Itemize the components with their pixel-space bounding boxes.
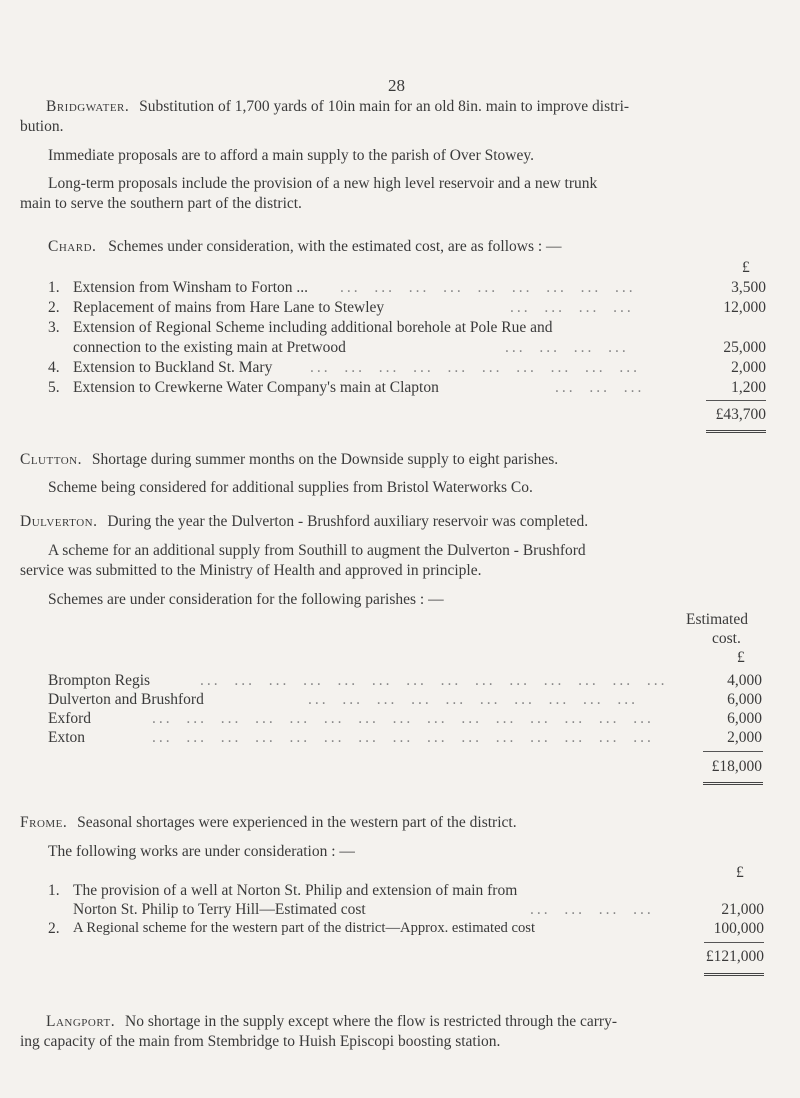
langport-heading: Langport.	[46, 1013, 116, 1030]
frome-item-2-amount: 100,000	[713, 920, 764, 937]
chard-item-1-num: 1.	[48, 279, 60, 296]
leader-dots: ... ... ... ... ... ... ... ... ... ... ... ... ... ...	[200, 672, 668, 689]
dulverton-text-3: Schemes are under consideration for the following parishes : —	[48, 591, 444, 608]
dulverton-item-2-text: Dulverton and Brushford	[48, 691, 204, 708]
dulverton-heading: Dulverton.	[20, 513, 98, 530]
chard-item-5-text: Extension to Crewkerne Water Company's main at Clapton	[73, 379, 439, 396]
dulverton-item-3-amount: 6,000	[727, 710, 762, 727]
leader-dots: ... ... ... ...	[505, 339, 629, 356]
dulverton-total-rule	[703, 782, 763, 785]
chard-item-2-text: Replacement of mains from Hare Lane to Stewley	[73, 299, 385, 316]
dulverton-subtotal-rule	[703, 751, 763, 752]
chard-total: £43,700	[715, 406, 766, 423]
chard-item-4-text: Extension to Buckland St. Mary	[73, 359, 273, 376]
frome-item-1-text-a: The provision of a well at Norton St. Philip and extension of main from	[73, 882, 518, 899]
bridgwater-line-1	[46, 98, 629, 116]
clutton-heading: Clutton.	[20, 451, 83, 468]
chard-subtotal-rule	[706, 400, 766, 401]
langport-text-1: No shortage in the supply except where the flow is restricted through the carry-	[125, 1013, 617, 1030]
chard-currency: £	[742, 259, 750, 276]
frome-item-1-amount: 21,000	[721, 901, 764, 918]
dulverton-item-2-amount: 6,000	[727, 691, 762, 708]
frome-item-2-num: 2.	[48, 920, 60, 937]
bridgwater-text-2: Immediate proposals are to afford a main supply to the parish of Over Stowey.	[48, 147, 534, 164]
chard-intro: Schemes under consideration, with the estimated cost, are as follows : —	[108, 238, 562, 255]
dulverton-text-2a: A scheme for an additional supply from Southill to augment the Dulverton - Brushford	[48, 542, 586, 559]
dulverton-text-2b: service was submitted to the Ministry of Health and approved in principle.	[20, 562, 482, 579]
leader-dots: ... ... ... ... ... ... ... ... ... ...	[308, 691, 638, 708]
frome-item-1-num: 1.	[48, 882, 60, 899]
bridgwater-text-3a: Long-term proposals include the provision of a new high level reservoir and a new trunk	[48, 175, 598, 192]
chard-heading: Chard.	[48, 238, 97, 255]
leader-dots: ... ... ... ... ... ... ... ... ... ... ... ... ... ... ...	[152, 729, 654, 746]
langport-text-2: ing capacity of the main from Stembridge to Huish Episcopi boosting station.	[20, 1033, 501, 1050]
dulverton-item-4-text: Exton	[48, 729, 86, 746]
frome-item-1-text-b: Norton St. Philip to Terry Hill—Estimated cost	[73, 901, 366, 918]
bridgwater-text-1b: bution.	[20, 118, 64, 135]
frome-subtotal-rule	[704, 942, 764, 943]
chard-intro-line	[48, 238, 562, 256]
frome-line-1	[20, 814, 517, 832]
dulverton-item-4-amount: 2,000	[727, 729, 762, 746]
bridgwater-heading: Bridgwater.	[46, 98, 130, 115]
frome-total-rule	[704, 973, 764, 976]
clutton-line-1	[20, 451, 558, 469]
leader-dots: ... ... ...	[555, 379, 645, 396]
chard-item-4-amount: 2,000	[731, 359, 766, 376]
clutton-text-1: Shortage during summer months on the Downside supply to eight parishes.	[91, 451, 559, 468]
page-number: 28	[388, 76, 405, 95]
langport-line-1	[46, 1013, 617, 1031]
chard-item-5-num: 5.	[48, 379, 60, 396]
chard-item-1-amount: 3,500	[731, 279, 766, 296]
frome-total: £121,000	[705, 948, 764, 965]
leader-dots: ... ... ... ...	[530, 901, 654, 918]
chard-item-3-text-2: connection to the existing main at Pretwood	[73, 339, 346, 356]
dulverton-item-1-amount: 4,000	[727, 672, 762, 689]
dulverton-item-1-text: Brompton Regis	[48, 672, 151, 689]
chard-item-2-num: 2.	[48, 299, 60, 316]
chard-item-2-amount: 12,000	[723, 299, 766, 316]
chard-item-5-amount: 1,200	[731, 379, 766, 396]
chard-item-3-text: Extension of Regional Scheme including additional borehole at Pole Rue and	[73, 319, 553, 336]
frome-currency: £	[736, 864, 744, 881]
leader-dots: ... ... ... ... ... ... ... ... ...	[340, 279, 636, 296]
dulverton-text-1: During the year the Dulverton - Brushford auxiliary reservoir was completed.	[107, 513, 589, 530]
dulverton-cost-header: cost.	[712, 630, 741, 647]
chard-item-4-num: 4.	[48, 359, 60, 376]
leader-dots: ... ... ... ... ... ... ... ... ... ...	[310, 359, 640, 376]
frome-item-2-text: A Regional scheme for the western part of the district—Approx. estimated cost	[73, 920, 536, 936]
chard-item-3-num: 3.	[48, 319, 60, 336]
dulverton-line-1	[20, 513, 588, 531]
bridgwater-text-1a: Substitution of 1,700 yards of 10in main for an old 8in. main to improve distri-	[139, 98, 630, 115]
dulverton-item-3-text: Exford	[48, 710, 92, 727]
chard-total-rule	[706, 430, 766, 433]
frome-text-1: Seasonal shortages were experienced in the western part of the district.	[77, 814, 517, 831]
bridgwater-text-3b: main to serve the southern part of the district.	[20, 195, 302, 212]
dulverton-total: £18,000	[711, 758, 762, 775]
leader-dots: ... ... ... ... ... ... ... ... ... ... ... ... ... ... ...	[152, 710, 654, 727]
frome-text-2: The following works are under consideration : —	[48, 843, 355, 860]
chard-item-3-amount: 25,000	[723, 339, 766, 356]
chard-item-1-text: Extension from Winsham to Forton ...	[73, 279, 309, 296]
dulverton-estimated-header: Estimated	[686, 611, 748, 628]
leader-dots: ... ... ... ...	[510, 299, 634, 316]
clutton-text-2: Scheme being considered for additional supplies from Bristol Waterworks Co.	[48, 479, 533, 496]
frome-heading: Frome.	[20, 814, 68, 831]
dulverton-currency: £	[737, 649, 745, 666]
